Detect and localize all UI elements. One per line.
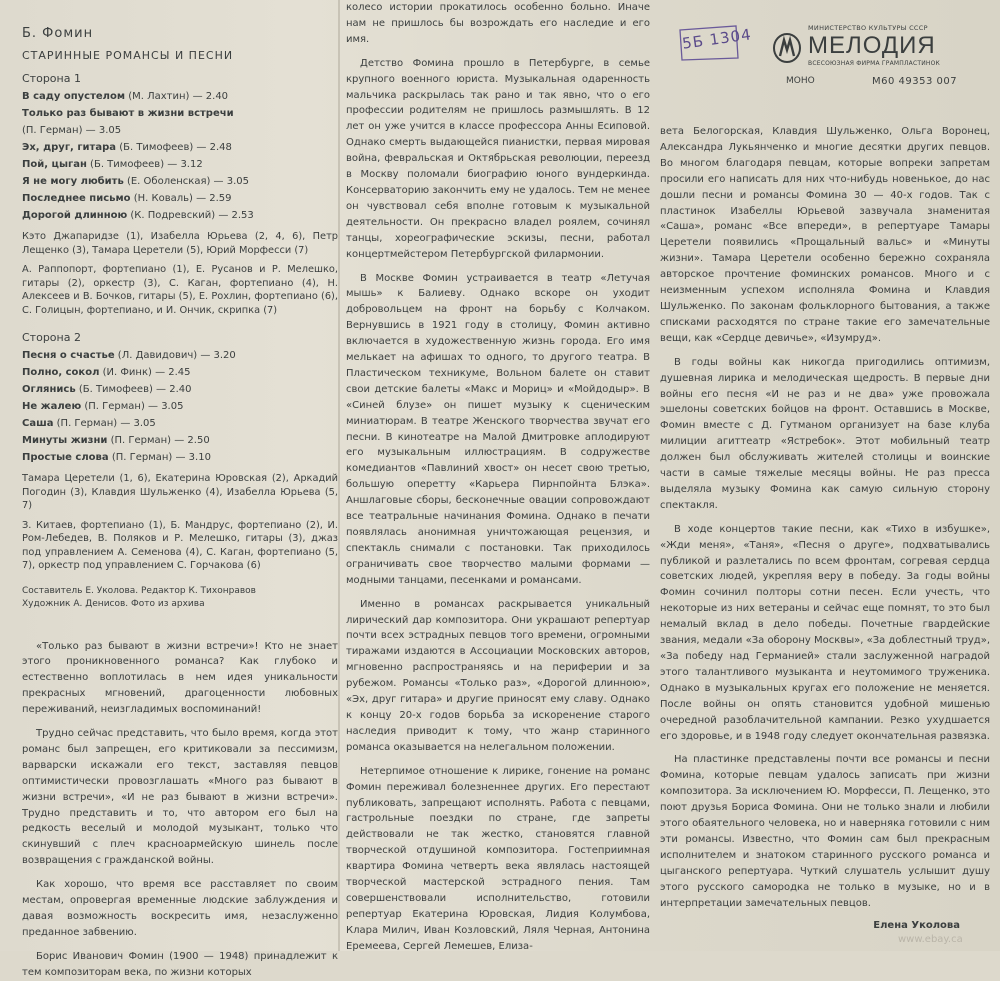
composer-name: Б. Фомин (22, 26, 94, 41)
track-row (22, 449, 338, 466)
essay-paragraph: Трудно сейчас представить, что было время, когда этот романс был запрещен, его критиковали за пессимизм, варварски искажали его текст, заставляя певцов оптимистически провозглашать «Много раз бывают в жизни встречи», «И не раз бывают в жизни встречи». Трудно представить и то, что автором его был на редкость веселый и молодой музыкант, только что скинувший с плеч красноармейскую шинель после возвращения с гражданской войны. (22, 728, 338, 867)
essay-paragraph: В Москве Фомин устраивается в театр «Летучая мышь» к Балиеву. Однако вскоре он уходит добровольцем на фронт на борьбу с Колчаком. Вернувшись в 1921 году в столицу, Фомин активно включается в художественную жизнь города. Его имя мелькает на афишах то одного, то другого театра. В Пластическом техникуме, Вольном балете он ставит свои детские балеты «Макс и Мориц» и «Мойдодыр». В «Синей блузе» он пишет музыку к сценическим миниатюрам. В театре Женского творчества звучат его песни. В кинотеатре на Малой Дмитровке аплодируют его музыкальным иллюстрациям. В содружестве комедиантов «Павлиний хвост» он несет свою третью, большую оперетту «Карьера Пирнпойнта Блэка». Аншлаговые сборы, бесконечные овации сопровождают все театральные начинания Фомина. Однако в печати появлялась анонимная уничтожающая рецензия, и спектакль снимали с постановки. Так приходилось ограничивать свое творчество малыми формами — модными танцами, песенками и романсами. (346, 272, 650, 586)
track-title: Дорогой длинною (22, 210, 128, 221)
track-title: Песня о счастье (22, 350, 115, 361)
side1-heading: Сторона 1 (22, 72, 81, 85)
track-title: Только раз бывают в жизни встречи (22, 108, 234, 119)
track-row (22, 364, 338, 381)
side1-tracklist (22, 88, 338, 224)
track-row (22, 105, 338, 122)
side1-musicians: А. Раппопорт, фортепиано (1), Е. Русанов и Р. Мелешко, гитары (2), оркестр (3), С. Каган, фортепиано (4), Н. Алексеев и В. Бочков, гитары (5), Е. Рохлин, фортепиано (6), С. Голицын, фортепиано, и И. Ончик, скрипка (7) (22, 264, 338, 316)
side1-singers: Кэто Джапаридзе (1), Изабелла Юрьева (2, 4, 6), Петр Лещенко (3), Тамара Церетели (5), Юрий Морфесси (7) (22, 231, 338, 256)
essay-paragraph: Нетерпимое отношение к лирике, гонение на романс Фомин переживал болезненнее других. Его перестают публиковать, запрещают исполнять. Работа с певцами, гастрольные поездки по стране, где запреты действовали не так жестко, становятся главной творческой отдушиной композитора. Гостеприимная квартира Фомина четверть века являлась настоящей творческой мастерской эстрадного пения. Там совершенствовали исполнительство, готовили репертуар Екатерина Юровская, Лидия Колумбова, Клара Милич, Иван Козловский, Ляля Черная, Антонина Еремеева, Сергей Лемешев, Елиза- (346, 765, 650, 952)
track-title: Минуты жизни (22, 435, 108, 446)
track-title: Я не могу любить (22, 176, 124, 187)
track-row (22, 173, 338, 190)
essay-paragraph: «Только раз бывают в жизни встречи»! Кто не знает этого проникновенного романса? Как глубоко и естественно воплотилась в нем идея уникальности прекрасных мгновений, драгоценности любовных переживаний, неизгладимых воспоминаний! (22, 640, 338, 716)
track-credit: (П. Герман) — 2.50 (107, 435, 210, 446)
track-credit: (Б. Тимофеев) — 2.48 (116, 142, 232, 153)
essay-column-1 (22, 639, 338, 981)
staff-line: Составитель Е. Уколова. Редактор К. Тихонравов (22, 585, 256, 596)
track-row (22, 347, 338, 364)
essay-paragraph: Борис Иванович Фомин (1900 — 1948) принадлежит к тем композиторам века, по жизни которых (22, 950, 338, 978)
track-title: Эх, друг, гитара (22, 142, 117, 153)
track-row (22, 156, 338, 173)
track-credit: (Н. Коваль) — 2.59 (130, 193, 232, 204)
column-divider (338, 0, 340, 951)
melodiya-logo-icon (772, 32, 802, 64)
watermark: www.ebay.ca (898, 934, 963, 945)
essay-paragraph: В годы войны как никогда пригодились оптимизм, душевная лирика и мелодическая щедрость. В первые дни войны его песня «И не раз и не два» уже провожала эшелоны советских бойцов на фронт. Оставшись в Москве, Фомин вместе с Д. Гутманом организует на базе клуба милиции агиттеатр «Ястребок». Этот мобильный театр должен был обслуживать жителей столицы и воинские части в самые тяжелые месяцы войны. Не раз пресса выделяла музыку Фомина как самую сильную сторону спектакля. (660, 356, 990, 511)
production-credits (22, 585, 338, 611)
author-signature: Елена Уколова (873, 919, 960, 931)
track-row (22, 415, 338, 432)
track-credit: (К. Подревский) — 2.53 (127, 210, 254, 221)
essay-paragraph: Детство Фомина прошло в Петербурге, в семье крупного военного юриста. Музыкальная одаренность мальчика раскрылась так рано и так явно, что о его профессии родителям не пришлось размышлять. В 12 лет он уже учится в классе профессора Анны Есиповой. Однако смерть выдающейся пианистки, первая мировая война, февральская и Октябрьская революции, переезд в Москву поломали биографию юного вундеркинда. Консерваторию закончить ему не удалось. Тем не менее он чувствовал себя вполне готовым к музыкальной деятельности. Он прекрасно владел роялем, сочинял танцы, хореографические эскизы, песни, работал концертмейстером Петербургской филармонии. (346, 57, 650, 260)
track-credit: (И. Финк) — 2.45 (99, 367, 191, 378)
track-credit: (Е. Оболенская) — 3.05 (123, 176, 249, 187)
right-column (660, 0, 990, 951)
staff-line: Художник А. Денисов. Фото из архива (22, 598, 205, 609)
track-credit: (П. Герман) — 3.10 (108, 452, 211, 463)
left-column (22, 0, 338, 978)
track-row (22, 88, 338, 105)
middle-column (346, 0, 650, 951)
melodiya-label (772, 22, 982, 92)
track-title: В саду опустелом (22, 91, 126, 102)
track-row (22, 139, 338, 156)
essay-paragraph: На пластинке представлены почти все романсы и песни Фомина, которые певцам удалось записать при жизни композитора. За исключением Ю. Морфесси, П. Лещенко, это поют друзья Бориса Фомина. Они не только знали и любили этого обаятельного человека, но и наверняка готовили с ним эти романсы. Известно, что Фомин сам был прекрасным исполнителем и знатоком старинного русского романса и цыганского репертуара. Чуткий слушатель услышит душу этого русского самородка не только в музыке, но и в интерпретации замечательных певцов. (660, 754, 990, 909)
track-credit: (П. Герман) — 3.05 (22, 125, 122, 136)
catalog-number: М60 49353 007 (872, 76, 958, 87)
track-row (22, 398, 338, 415)
side2-musicians: З. Китаев, фортепиано (1), Б. Мандрус, фортепиано (2), И. Ром-Лебедев, В. Поляков и Р. Мелешко, гитары (3), джаз под управлением А. Семенова (4), С. Каган, фортепиано (5, 7), оркестр под управлением С. Горчакова (6) (22, 519, 338, 571)
ministry-text: МИНИСТЕРСТВО КУЛЬТУРЫ СССР (808, 24, 928, 32)
essay-column-2 (346, 0, 650, 955)
track-row (22, 381, 338, 398)
track-credit: (Л. Давидович) — 3.20 (114, 350, 236, 361)
side2-tracklist (22, 347, 338, 466)
track-credit: (М. Лахтин) — 2.40 (125, 91, 229, 102)
essay-paragraph: колесо истории прокатилось особенно больно. Иначе нам не пришлось бы возрождать его наследие и его имя. (346, 2, 650, 45)
library-stamp (678, 24, 753, 62)
track-credit: (П. Герман) — 3.05 (81, 401, 184, 412)
stamp-text: 5Б 1304 (681, 25, 753, 53)
company-text: ВСЕСОЮЗНАЯ ФИРМА ГРАМПЛАСТИНОК (808, 60, 941, 67)
track-row (22, 190, 338, 207)
essay-paragraph: Именно в романсах раскрывается уникальный лирический дар композитора. Они украшают репертуар почти всех эстрадных певцов того времени, огромными тиражами издаются в Ассоциации Московских авторов, мгновенно распространяясь и на периферии и за рубежом. Романсы «Только раз», «Дорогой длинною», «Эх, друг гитара» и другие приносят ему славу. Однако к концу 20-х годов борьба за искоренение старого наследия приводит к тому, что жанр старинного романса оказывается на нелегальном положении. (346, 598, 650, 753)
track-credit: (Б. Тимофеев) — 2.40 (75, 384, 192, 395)
album-title: СТАРИННЫЕ РОМАНСЫ И ПЕСНИ (22, 49, 234, 62)
track-row (22, 207, 338, 224)
track-title: Не жалею (22, 401, 82, 412)
track-row (22, 122, 338, 139)
side2-heading: Сторона 2 (22, 331, 81, 344)
brand-name: МЕЛОДИЯ (808, 32, 936, 59)
track-title: Последнее письмо (22, 193, 131, 204)
essay-column-3 (660, 124, 990, 912)
mono-label: МОНО (786, 76, 815, 86)
track-title: Полно, сокол (22, 367, 100, 378)
essay-paragraph: В ходе концертов такие песни, как «Тихо в избушке», «Жди меня», «Таня», «Песня о друге», подхватывались публикой и разлетались по всем фронтам, согревая сердца советских людей, укрепляя веру в победу. За годы войны Фомин сочинил полторы сотни песен. Если учесть, что некоторые из них ветераны и сейчас еще помнят, то это был немалый вклад в дело победы. Почетные гвардейские звания, медали «За оборону Москвы», «За доблестный труд», «За победу над Германией» стали заслуженной наградой этого талантливого музыканта и неутомимого труженика. Однако в музыкальных кругах его положение не меняется. После войны он опять становится удобной мишенью очередной разоблачительной кампании. Резко ухудшается его здоровье, и в 1948 году следует окончательная развязка. (660, 523, 990, 742)
track-credit: (Б. Тимофеев) — 3.12 (86, 159, 203, 170)
essay-paragraph: вета Белогорская, Клавдия Шульженко, Ольга Воронец, Александра Лукьянченко и многие десятки других певцов. Во многом благодаря певцам, которые вопреки запретам просили его написать для них что-нибудь новенькое, до нас дошли песни и романсы Фомина 30 — 40-х годов. Так с пластинок Изабеллы Юрьевой зазвучала знаменитая «Саша», романс «Все впереди», в репертуаре Тамары Церетели появились «Прощальный вальс» и «Минуты жизни». Тамара Церетели особенно бережно сохраняла авторское прочтение фоминских романсов. Много и с неизменным успехом исполняла Фомина и Клавдия Шульженко. По законам фольклорного бытования, а также списками расходятся по стране такие его замечательные вещи, как «Сердце девичье», «Изумруд». (660, 126, 990, 344)
track-row (22, 432, 338, 449)
side2-singers: Тамара Церетели (1, 6), Екатерина Юровская (2), Аркадий Погодин (3), Клавдия Шульженко (4), Изабелла Юрьева (5, 7) (22, 473, 338, 511)
track-title: Простые слова (22, 452, 109, 463)
track-title: Оглянись (22, 384, 76, 395)
track-credit: (П. Герман) — 3.05 (53, 418, 156, 429)
track-title: Саша (22, 418, 54, 429)
track-title: Пой, цыган (22, 159, 87, 170)
essay-paragraph: Как хорошо, что время все расставляет по своим местам, опровергая временные людские заблуждения и давая возможность воскресить имя, незаслуженно преданное забвению. (22, 879, 338, 938)
